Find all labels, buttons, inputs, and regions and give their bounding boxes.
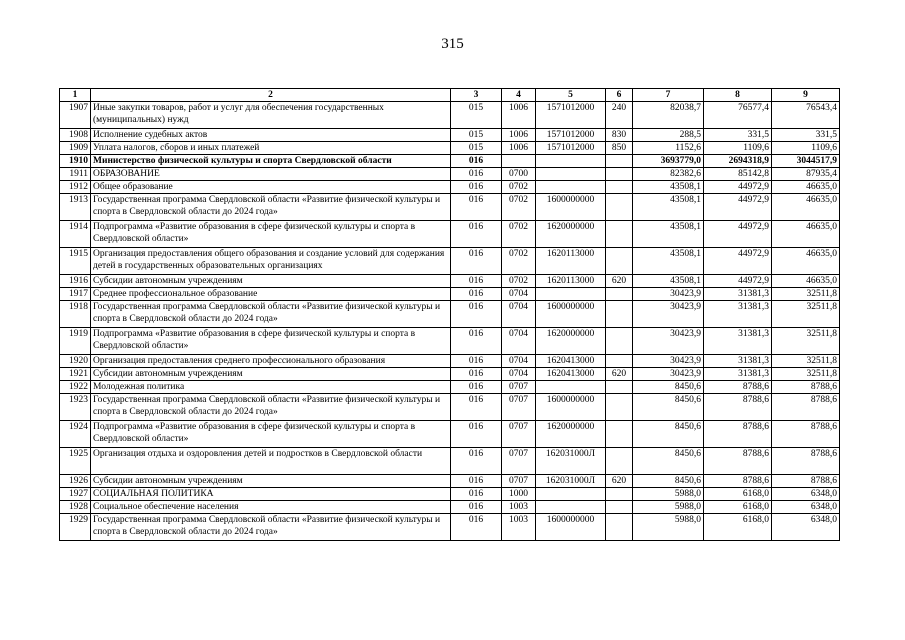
target-article-code: 1620413000 <box>536 368 606 381</box>
column-header: 3 <box>451 89 502 102</box>
row-number: 1917 <box>60 288 91 301</box>
row-number: 1914 <box>60 221 91 248</box>
amount-col8: 8788,6 <box>704 381 772 394</box>
target-article-code <box>536 181 606 194</box>
table-row <box>60 368 840 381</box>
column-header: 1 <box>60 89 91 102</box>
amount-col7: 8450,6 <box>633 421 704 448</box>
row-name: Подпрограмма «Развитие образования в сфере физической культуры и спорта в Свердловской области» <box>91 221 451 248</box>
row-number: 1916 <box>60 275 91 288</box>
table-row <box>60 142 840 155</box>
expense-type-code <box>606 288 633 301</box>
target-article-code <box>536 501 606 514</box>
ministry-code: 016 <box>451 488 502 501</box>
amount-col7: 82382,6 <box>633 168 704 181</box>
amount-col7: 5988,0 <box>633 488 704 501</box>
table-row <box>60 168 840 181</box>
amount-col7: 30423,9 <box>633 328 704 355</box>
row-name: Среднее профессиональное образование <box>91 288 451 301</box>
expense-type-code <box>606 221 633 248</box>
section-code: 0702 <box>502 221 536 248</box>
amount-col9: 46635,0 <box>772 181 840 194</box>
row-number: 1915 <box>60 248 91 275</box>
target-article-code: 1620113000 <box>536 248 606 275</box>
ministry-code: 016 <box>451 248 502 275</box>
row-name: Социальное обеспечение населения <box>91 501 451 514</box>
section-code: 0702 <box>502 194 536 221</box>
expense-type-code <box>606 355 633 368</box>
table-row <box>60 355 840 368</box>
row-number: 1908 <box>60 129 91 142</box>
target-article-code: 162031000Л <box>536 475 606 488</box>
expense-type-code: 240 <box>606 102 633 129</box>
row-number: 1909 <box>60 142 91 155</box>
expense-type-code: 620 <box>606 475 633 488</box>
target-article-code <box>536 381 606 394</box>
amount-col8: 1109,6 <box>704 142 772 155</box>
ministry-code: 016 <box>451 368 502 381</box>
amount-col8: 8788,6 <box>704 448 772 475</box>
expense-type-code: 850 <box>606 142 633 155</box>
amount-col8: 8788,6 <box>704 394 772 421</box>
amount-col8: 331,5 <box>704 129 772 142</box>
section-code: 0700 <box>502 168 536 181</box>
ministry-code: 016 <box>451 381 502 394</box>
amount-col9: 32511,8 <box>772 301 840 328</box>
amount-col9: 8788,6 <box>772 421 840 448</box>
expense-type-code: 620 <box>606 368 633 381</box>
section-code: 0704 <box>502 288 536 301</box>
row-number: 1923 <box>60 394 91 421</box>
table-row <box>60 421 840 448</box>
row-name: Подпрограмма «Развитие образования в сфере физической культуры и спорта в Свердловской области» <box>91 421 451 448</box>
target-article-code: 162031000Л <box>536 448 606 475</box>
amount-col9: 8788,6 <box>772 475 840 488</box>
expense-type-code: 620 <box>606 275 633 288</box>
row-name: Общее образование <box>91 181 451 194</box>
section-code: 0704 <box>502 328 536 355</box>
row-name: Субсидии автономным учреждениям <box>91 368 451 381</box>
target-article-code: 1620000000 <box>536 421 606 448</box>
column-header: 4 <box>502 89 536 102</box>
row-name: Организация предоставления общего образования и создание условий для содержания детей в государственных образовательных организациях <box>91 248 451 275</box>
table-row <box>60 394 840 421</box>
ministry-code: 015 <box>451 102 502 129</box>
target-article-code: 1620113000 <box>536 275 606 288</box>
expense-type-code <box>606 328 633 355</box>
expense-type-code <box>606 448 633 475</box>
section-code: 0707 <box>502 421 536 448</box>
table-row <box>60 129 840 142</box>
row-number: 1929 <box>60 514 91 541</box>
target-article-code: 1571012000 <box>536 129 606 142</box>
target-article-code: 1600000000 <box>536 514 606 541</box>
amount-col7: 43508,1 <box>633 275 704 288</box>
table-row <box>60 501 840 514</box>
expense-type-code: 830 <box>606 129 633 142</box>
amount-col7: 3693779,0 <box>633 155 704 168</box>
amount-col7: 8450,6 <box>633 448 704 475</box>
table-row <box>60 221 840 248</box>
amount-col8: 8788,6 <box>704 421 772 448</box>
amount-col8: 85142,8 <box>704 168 772 181</box>
row-number: 1924 <box>60 421 91 448</box>
amount-col9: 6348,0 <box>772 514 840 541</box>
expense-type-code <box>606 248 633 275</box>
amount-col7: 288,5 <box>633 129 704 142</box>
target-article-code <box>536 488 606 501</box>
expense-type-code <box>606 168 633 181</box>
amount-col9: 6348,0 <box>772 488 840 501</box>
row-number: 1926 <box>60 475 91 488</box>
target-article-code: 1600000000 <box>536 194 606 221</box>
row-name: Субсидии автономным учреждениям <box>91 275 451 288</box>
row-number: 1910 <box>60 155 91 168</box>
column-header: 8 <box>704 89 772 102</box>
row-name: СОЦИАЛЬНАЯ ПОЛИТИКА <box>91 488 451 501</box>
amount-col8: 31381,3 <box>704 355 772 368</box>
row-name: Министерство физической культуры и спорта Свердловской области <box>91 155 451 168</box>
target-article-code <box>536 288 606 301</box>
table-row <box>60 248 840 275</box>
target-article-code: 1571012000 <box>536 142 606 155</box>
section-code: 1006 <box>502 129 536 142</box>
ministry-code: 016 <box>451 275 502 288</box>
amount-col8: 6168,0 <box>704 514 772 541</box>
row-name: Государственная программа Свердловской области «Развитие физической культуры и спорта в Свердловской области до 2024 года» <box>91 194 451 221</box>
ministry-code: 015 <box>451 142 502 155</box>
amount-col7: 5988,0 <box>633 501 704 514</box>
amount-col7: 30423,9 <box>633 368 704 381</box>
section-code: 0702 <box>502 248 536 275</box>
row-name: Уплата налогов, сборов и иных платежей <box>91 142 451 155</box>
ministry-code: 016 <box>451 421 502 448</box>
row-number: 1920 <box>60 355 91 368</box>
table-row <box>60 514 840 541</box>
expense-type-code <box>606 155 633 168</box>
row-number: 1912 <box>60 181 91 194</box>
table-row <box>60 475 840 488</box>
ministry-code: 016 <box>451 181 502 194</box>
table-row <box>60 194 840 221</box>
column-header: 5 <box>536 89 606 102</box>
amount-col7: 30423,9 <box>633 355 704 368</box>
target-article-code: 1600000000 <box>536 301 606 328</box>
amount-col9: 1109,6 <box>772 142 840 155</box>
amount-col7: 1152,6 <box>633 142 704 155</box>
column-header: 9 <box>772 89 840 102</box>
ministry-code: 016 <box>451 288 502 301</box>
column-header: 6 <box>606 89 633 102</box>
expense-type-code <box>606 181 633 194</box>
ministry-code: 016 <box>451 328 502 355</box>
amount-col9: 32511,8 <box>772 368 840 381</box>
section-code: 0702 <box>502 181 536 194</box>
ministry-code: 016 <box>451 221 502 248</box>
row-number: 1928 <box>60 501 91 514</box>
amount-col9: 87935,4 <box>772 168 840 181</box>
expense-type-code <box>606 514 633 541</box>
expense-type-code <box>606 381 633 394</box>
table-row <box>60 181 840 194</box>
section-code <box>502 155 536 168</box>
table-row <box>60 155 840 168</box>
amount-col9: 8788,6 <box>772 448 840 475</box>
target-article-code <box>536 155 606 168</box>
section-code: 1000 <box>502 488 536 501</box>
row-name: ОБРАЗОВАНИЕ <box>91 168 451 181</box>
page-number: 315 <box>441 36 464 52</box>
table-row <box>60 448 840 475</box>
target-article-code: 1600000000 <box>536 394 606 421</box>
row-number: 1913 <box>60 194 91 221</box>
amount-col9: 6348,0 <box>772 501 840 514</box>
amount-col7: 82038,7 <box>633 102 704 129</box>
target-article-code: 1620000000 <box>536 328 606 355</box>
ministry-code: 016 <box>451 155 502 168</box>
amount-col7: 43508,1 <box>633 248 704 275</box>
section-code: 0707 <box>502 475 536 488</box>
ministry-code: 015 <box>451 129 502 142</box>
amount-col9: 76543,4 <box>772 102 840 129</box>
row-name: Исполнение судебных актов <box>91 129 451 142</box>
row-number: 1919 <box>60 328 91 355</box>
table-header-row <box>60 89 840 102</box>
expense-type-code <box>606 194 633 221</box>
ministry-code: 016 <box>451 448 502 475</box>
section-code: 0704 <box>502 355 536 368</box>
amount-col7: 8450,6 <box>633 475 704 488</box>
amount-col8: 6168,0 <box>704 488 772 501</box>
section-code: 0707 <box>502 448 536 475</box>
amount-col8: 44972,9 <box>704 221 772 248</box>
amount-col8: 44972,9 <box>704 194 772 221</box>
row-number: 1925 <box>60 448 91 475</box>
row-name: Организация предоставления среднего профессионального образования <box>91 355 451 368</box>
column-header: 7 <box>633 89 704 102</box>
row-number: 1907 <box>60 102 91 129</box>
amount-col9: 32511,8 <box>772 355 840 368</box>
row-name: Государственная программа Свердловской области «Развитие физической культуры и спорта в Свердловской области до 2024 года» <box>91 394 451 421</box>
section-code: 1006 <box>502 142 536 155</box>
row-number: 1927 <box>60 488 91 501</box>
row-name: Субсидии автономным учреждениям <box>91 475 451 488</box>
row-name: Молодежная политика <box>91 381 451 394</box>
target-article-code: 1620000000 <box>536 221 606 248</box>
section-code: 1006 <box>502 102 536 129</box>
table-row <box>60 488 840 501</box>
target-article-code <box>536 168 606 181</box>
amount-col7: 30423,9 <box>633 301 704 328</box>
amount-col9: 46635,0 <box>772 275 840 288</box>
amount-col9: 46635,0 <box>772 248 840 275</box>
amount-col7: 8450,6 <box>633 381 704 394</box>
amount-col8: 44972,9 <box>704 181 772 194</box>
amount-col7: 8450,6 <box>633 394 704 421</box>
amount-col8: 31381,3 <box>704 368 772 381</box>
amount-col9: 32511,8 <box>772 328 840 355</box>
expense-type-code <box>606 421 633 448</box>
row-number: 1918 <box>60 301 91 328</box>
amount-col8: 76577,4 <box>704 102 772 129</box>
expense-type-code <box>606 301 633 328</box>
amount-col8: 31381,3 <box>704 301 772 328</box>
section-code: 0702 <box>502 275 536 288</box>
amount-col8: 31381,3 <box>704 288 772 301</box>
amount-col7: 43508,1 <box>633 181 704 194</box>
amount-col9: 46635,0 <box>772 221 840 248</box>
amount-col9: 8788,6 <box>772 381 840 394</box>
amount-col8: 8788,6 <box>704 475 772 488</box>
amount-col7: 5988,0 <box>633 514 704 541</box>
table-row <box>60 328 840 355</box>
section-code: 0704 <box>502 368 536 381</box>
section-code: 0704 <box>502 301 536 328</box>
table-row <box>60 381 840 394</box>
expense-type-code <box>606 394 633 421</box>
row-number: 1922 <box>60 381 91 394</box>
ministry-code: 016 <box>451 501 502 514</box>
amount-col7: 43508,1 <box>633 194 704 221</box>
ministry-code: 016 <box>451 194 502 221</box>
table-row <box>60 102 840 129</box>
amount-col8: 2694318,9 <box>704 155 772 168</box>
ministry-code: 016 <box>451 301 502 328</box>
target-article-code: 1620413000 <box>536 355 606 368</box>
amount-col9: 8788,6 <box>772 394 840 421</box>
ministry-code: 016 <box>451 355 502 368</box>
row-name: Иные закупки товаров, работ и услуг для обеспечения государственных (муниципальных) нужд <box>91 102 451 129</box>
amount-col8: 31381,3 <box>704 328 772 355</box>
amount-col7: 30423,9 <box>633 288 704 301</box>
row-name: Организация отдыха и оздоровления детей и подростков в Свердловской области <box>91 448 451 475</box>
amount-col8: 44972,9 <box>704 248 772 275</box>
amount-col8: 44972,9 <box>704 275 772 288</box>
section-code: 0707 <box>502 394 536 421</box>
amount-col9: 46635,0 <box>772 194 840 221</box>
table-row <box>60 301 840 328</box>
section-code: 0707 <box>502 381 536 394</box>
column-header: 2 <box>91 89 451 102</box>
amount-col7: 43508,1 <box>633 221 704 248</box>
amount-col9: 331,5 <box>772 129 840 142</box>
ministry-code: 016 <box>451 394 502 421</box>
expense-type-code <box>606 488 633 501</box>
ministry-code: 016 <box>451 514 502 541</box>
amount-col8: 6168,0 <box>704 501 772 514</box>
ministry-code: 016 <box>451 168 502 181</box>
table-row <box>60 288 840 301</box>
amount-col9: 32511,8 <box>772 288 840 301</box>
row-number: 1921 <box>60 368 91 381</box>
row-name: Подпрограмма «Развитие образования в сфере физической культуры и спорта в Свердловской области» <box>91 328 451 355</box>
amount-col9: 3044517,9 <box>772 155 840 168</box>
row-name: Государственная программа Свердловской области «Развитие физической культуры и спорта в Свердловской области до 2024 года» <box>91 514 451 541</box>
row-name: Государственная программа Свердловской области «Развитие физической культуры и спорта в Свердловской области до 2024 года» <box>91 301 451 328</box>
target-article-code: 1571012000 <box>536 102 606 129</box>
section-code: 1003 <box>502 501 536 514</box>
section-code: 1003 <box>502 514 536 541</box>
budget-table <box>59 88 840 541</box>
expense-type-code <box>606 501 633 514</box>
table-row <box>60 275 840 288</box>
ministry-code: 016 <box>451 475 502 488</box>
row-number: 1911 <box>60 168 91 181</box>
